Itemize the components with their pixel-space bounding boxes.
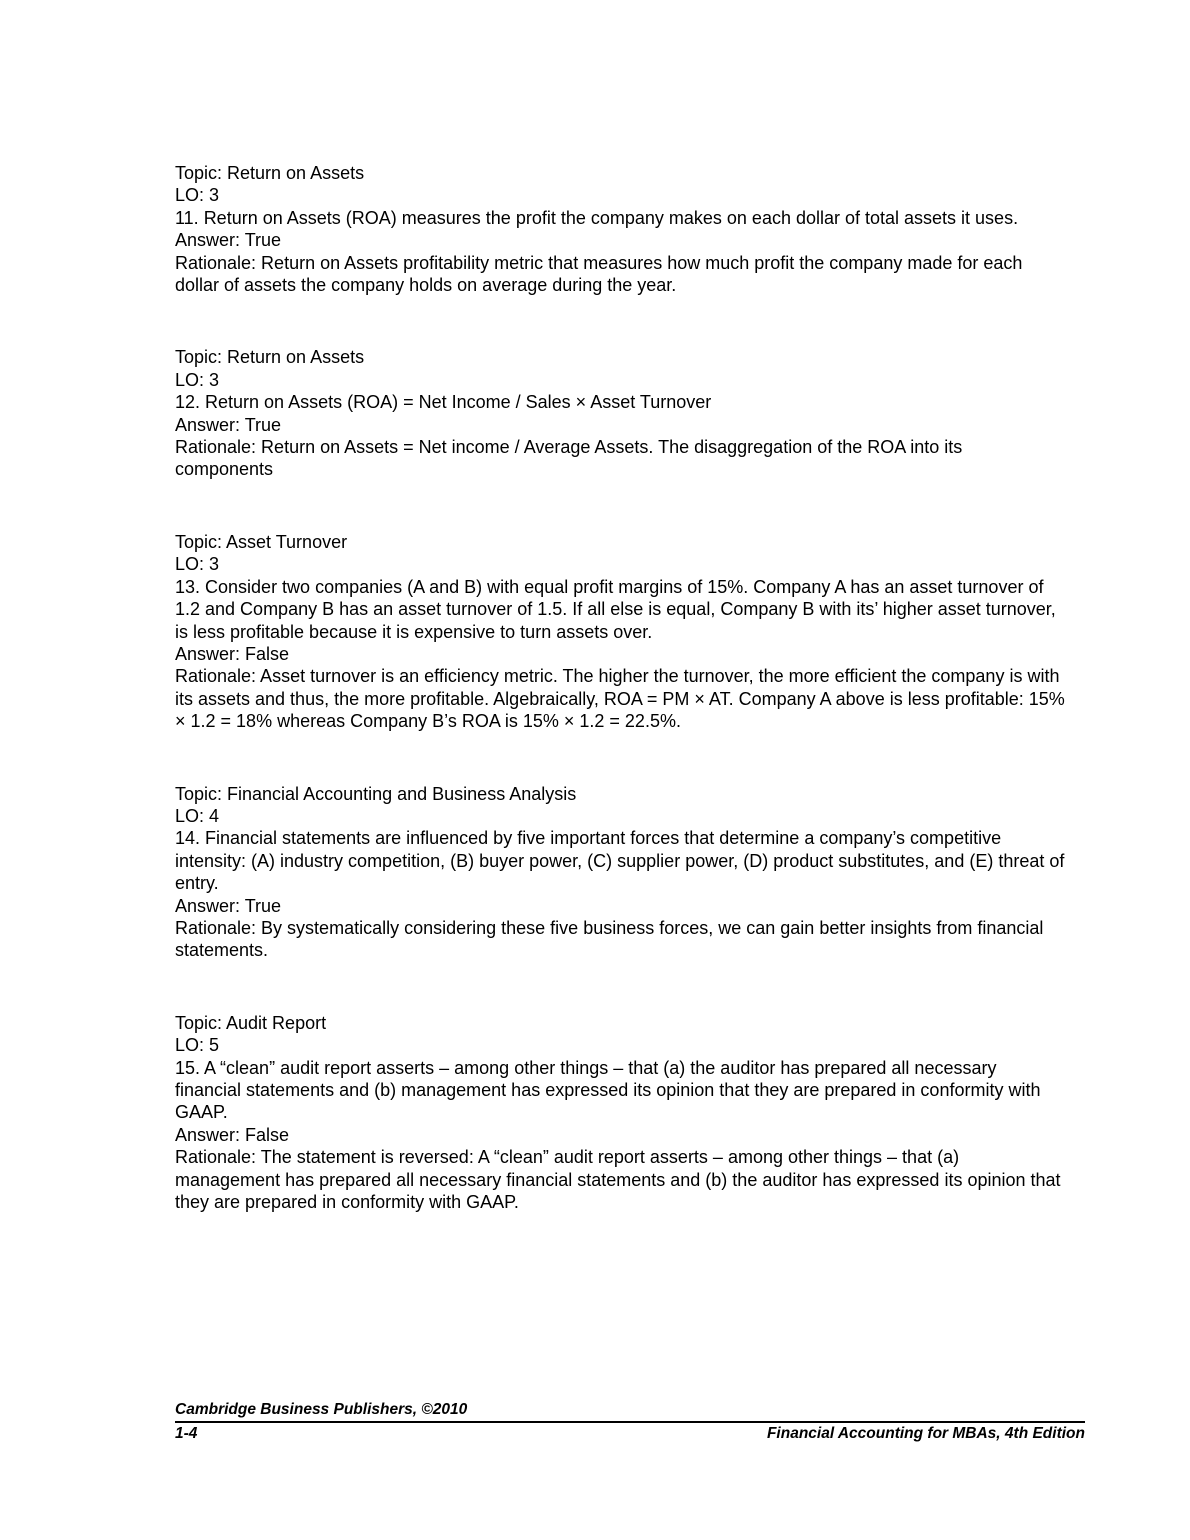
question-topic: Topic: Return on Assets bbox=[175, 163, 365, 183]
question-lo: LO: 5 bbox=[175, 1035, 220, 1056]
question-topic: Topic: Audit Report bbox=[175, 1012, 327, 1033]
question-lo: LO: 3 bbox=[175, 185, 220, 206]
question-rationale: Rationale: The statement is reversed: A “clean” audit report asserts – among other things – that (a) management has prepared all necessary financial statements and (b) the auditor has expressed its opinion that they are prepared in conformity with GAAP. bbox=[175, 1147, 1061, 1213]
question-rationale: Rationale: Asset turnover is an efficiency metric. The higher the turnover, the more efficient the company is with its assets and thus, the more profitable. Algebraically, ROA = PM × AT. Company A above is less profitable: 15% × 1.2 = 18% whereas Company B’s ROA is 15% × 1.2 = 22.5%. bbox=[175, 666, 1065, 732]
question-answer: Answer: True bbox=[175, 414, 282, 435]
page-footer bbox=[175, 1400, 1085, 1445]
footer-publisher: Cambridge Business Publishers, ©2010 bbox=[175, 1400, 1085, 1423]
footer-page-number: 1-4 bbox=[175, 1425, 198, 1442]
question-lo: LO: 4 bbox=[175, 805, 220, 826]
question-block-13 bbox=[175, 531, 1065, 733]
question-block-15 bbox=[175, 1012, 1065, 1214]
question-topic: Topic: Financial Accounting and Business Analysis bbox=[175, 783, 577, 804]
page-content bbox=[175, 162, 1065, 1263]
question-block-12 bbox=[175, 346, 1065, 480]
question-block-14 bbox=[175, 783, 1065, 962]
question-lo: LO: 3 bbox=[175, 554, 220, 575]
footer-row bbox=[175, 1423, 1085, 1445]
question-answer: Answer: True bbox=[175, 230, 282, 251]
question-text: 15. A “clean” audit report asserts – among other things – that (a) the auditor has prepared all necessary financial statements and (b) management has expressed its opinion that they are prepared in conformity with GAAP. bbox=[175, 1057, 1041, 1123]
question-topic: Topic: Asset Turnover bbox=[175, 531, 348, 552]
question-answer: Answer: False bbox=[175, 1124, 290, 1145]
question-answer: Answer: False bbox=[175, 643, 290, 664]
question-block-11 bbox=[175, 162, 1065, 296]
question-text: 14. Financial statements are influenced by five important forces that determine a company’s competitive intensity: (A) industry competition, (B) buyer power, (C) supplier power, (D) product substitutes, and (E) threat of entry. bbox=[175, 828, 1065, 894]
question-text: 12. Return on Assets (ROA) = Net Income / Sales × Asset Turnover bbox=[175, 392, 712, 413]
footer-book-title: Financial Accounting for MBAs, 4th Edition bbox=[766, 1425, 1085, 1442]
question-topic: Topic: Return on Assets bbox=[175, 347, 365, 368]
question-rationale: Rationale: Return on Assets = Net income / Average Assets. The disaggregation of the ROA into its components bbox=[175, 437, 963, 480]
question-rationale: Rationale: By systematically considering these five business forces, we can gain better insights from financial statements. bbox=[175, 917, 1044, 961]
question-text: 13. Consider two companies (A and B) with equal profit margins of 15%. Company A has an asset turnover of 1.2 and Company B has an asset turnover of 1.5. If all else is equal, Company B with its’ higher asset turnover, is less profitable because it is expensive to turn assets over. bbox=[175, 576, 1056, 642]
question-text: 11. Return on Assets (ROA) measures the profit the company makes on each dollar of total assets it uses. bbox=[175, 207, 1019, 228]
question-rationale: Rationale: Return on Assets profitability metric that measures how much profit the company made for each dollar of assets the company holds on average during the year. bbox=[175, 252, 1023, 296]
question-answer: Answer: True bbox=[175, 895, 282, 916]
question-lo: LO: 3 bbox=[175, 369, 220, 390]
